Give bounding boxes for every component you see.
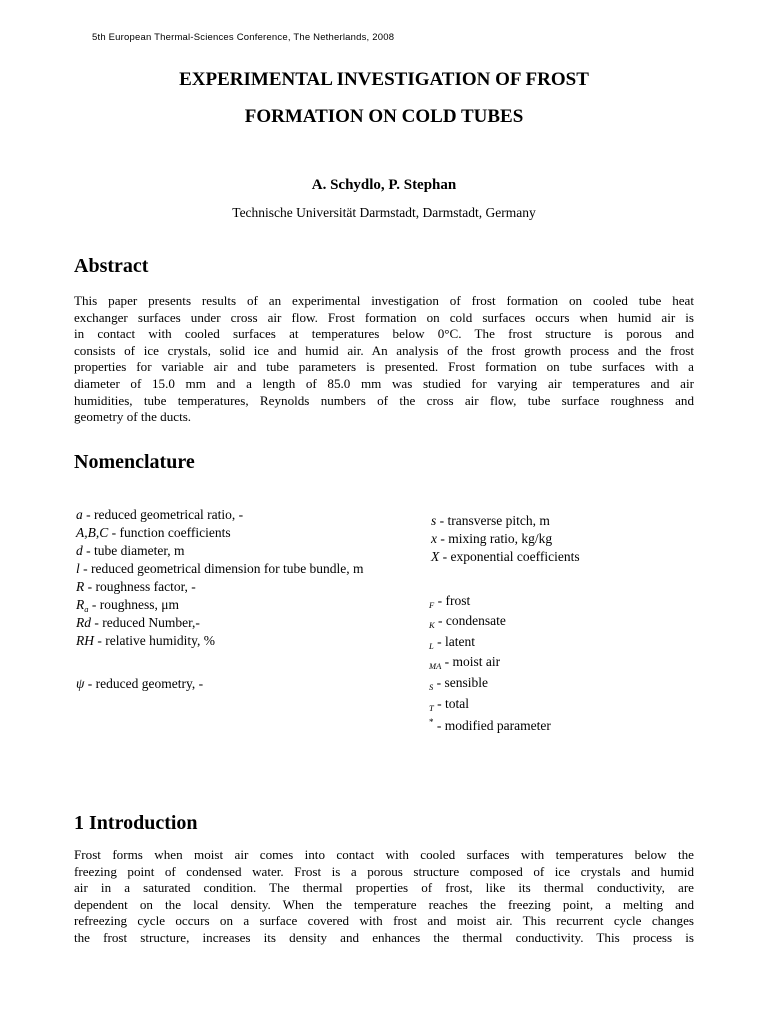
title-line-1: EXPERIMENTAL INVESTIGATION OF FROST — [179, 69, 589, 90]
abstract-heading: Abstract — [74, 255, 149, 277]
authors: A. Schydlo, P. Stephan — [311, 177, 457, 193]
abstract-body — [74, 293, 694, 426]
abstract-line: This paper presents results of an experimental investigation of frost formation on cooled tube heat — [74, 293, 694, 308]
subscript-symbol: L — [429, 641, 434, 651]
nomenclature-entry — [76, 597, 179, 613]
running-header: 5th European Thermal-Sciences Conference, The Netherlands, 2008 — [92, 32, 395, 43]
nomenclature-entry — [76, 676, 203, 692]
introduction-heading: 1 Introduction — [74, 812, 198, 834]
nomenclature-desc: - reduced Number,- — [91, 615, 200, 630]
nomenclature-entry — [76, 615, 200, 631]
nomenclature-symbol: R — [76, 597, 85, 612]
nomenclature-symbol: RH — [76, 633, 94, 648]
affiliation: Technische Universität Darmstadt, Darmstadt, Germany — [232, 205, 536, 220]
subscript-desc: - sensible — [433, 675, 488, 690]
introduction-line: dependent on the local density. When the temperature reaches the freezing point, a melting and — [74, 896, 694, 912]
nomenclature-desc: - mixing ratio, kg/kg — [437, 531, 553, 546]
nomenclature-desc: - reduced geometry, - — [84, 676, 204, 691]
nomenclature-desc: - exponential coefficients — [439, 549, 580, 564]
nomenclature-desc: - reduced geometrical ratio, - — [82, 507, 244, 522]
nomenclature-entry — [76, 561, 364, 577]
introduction-line: freezing point of condensed water. Frost is a porous structure composed of ice crystals and humid — [74, 863, 694, 879]
nomenclature-symbol: x — [431, 531, 437, 546]
subscript-entry — [429, 634, 475, 650]
nomenclature-symbol: X — [431, 549, 440, 564]
nomenclature-symbol: ψ — [76, 676, 85, 691]
subscript-desc: - modified parameter — [433, 718, 551, 733]
nomenclature-desc: - function coefficients — [108, 525, 231, 540]
nomenclature-desc: - transverse pitch, m — [436, 513, 550, 528]
nomenclature-entry — [76, 579, 196, 595]
subscript-entry — [429, 718, 551, 734]
nomenclature-symbol: Rd — [76, 615, 91, 630]
introduction-line: refreezing cycle occurs on a surface covered with frost and moist air. This recurrent cycle changes — [74, 913, 694, 929]
nomenclature-entry — [431, 513, 550, 529]
subscript-desc: - condensate — [434, 613, 506, 628]
subscript-entry — [429, 613, 506, 629]
nomenclature-symbol: a — [76, 507, 83, 522]
introduction-line: Frost forms when moist air comes into contact with cooled surfaces with temperatures below the — [74, 847, 694, 862]
abstract-line: diameter of 15.0 mm and a length of 85.0 mm was studied for varying air temperatures and air — [74, 375, 694, 391]
subscript-symbol: K — [429, 620, 435, 630]
nomenclature-entry — [431, 531, 552, 547]
nomenclature-symbol: s — [431, 513, 437, 528]
nomenclature-desc: - reduced geometrical dimension for tube bundle, m — [79, 561, 364, 576]
subscript-entry — [429, 675, 488, 691]
introduction-body — [74, 847, 694, 947]
subscript-entry — [429, 654, 500, 670]
subscript-desc: - frost — [434, 593, 471, 608]
introduction-line: the frost structure, increases its density and enhances the thermal conductivity. This process is — [74, 929, 694, 945]
introduction-line: air in a saturated condition. The thermal properties of frost, like its thermal conductivity, are — [74, 880, 694, 896]
subscript-symbol: T — [429, 703, 434, 713]
title-line-2: FORMATION ON COLD TUBES — [244, 106, 524, 127]
subscript-desc: - total — [433, 696, 469, 711]
nomenclature-entry — [76, 507, 243, 523]
subscript-desc: - moist air — [441, 654, 501, 669]
nomenclature-symbol: d — [76, 543, 83, 558]
subscript-symbol: S — [429, 682, 434, 692]
nomenclature-heading: Nomenclature — [74, 451, 195, 473]
nomenclature-subscript: a — [84, 604, 89, 614]
subscript-symbol: MA — [429, 661, 442, 671]
abstract-line: in contact with cooled surfaces at temperatures below 0°C. The frost structure is porous and — [74, 326, 694, 342]
nomenclature-desc: - tube diameter, m — [82, 543, 185, 558]
nomenclature-symbol: R — [76, 579, 85, 594]
abstract-line: geometry of the ducts. — [74, 409, 192, 425]
abstract-line: exchanger surfaces under cross air flow. Frost formation on cold surfaces occurs when humid air is — [74, 309, 694, 325]
nomenclature-desc: - relative humidity, % — [94, 633, 215, 648]
subscript-entry — [429, 696, 469, 712]
nomenclature-entry — [431, 549, 580, 565]
abstract-line: humidities, tube temperatures, Reynolds numbers of the cross air flow, tube surface roughness and — [74, 392, 694, 408]
nomenclature-desc: - roughness, μm — [88, 597, 179, 612]
nomenclature-symbol: l — [76, 561, 80, 576]
nomenclature-desc: - roughness factor, - — [84, 579, 196, 594]
subscript-desc: - latent — [433, 634, 475, 649]
nomenclature-symbol: A,B,C — [76, 525, 109, 540]
nomenclature-entry — [76, 525, 231, 541]
subscript-entry — [429, 593, 470, 609]
abstract-line: properties for variable air and tube parameters is presented. Frost formation on tube surfaces with a — [74, 359, 694, 375]
nomenclature-entry — [76, 633, 215, 649]
subscript-symbol: * — [429, 717, 434, 727]
nomenclature-entry — [76, 543, 185, 559]
abstract-line: consists of ice crystals, solid ice and humid air. An analysis of the frost growth process and the frost — [74, 342, 694, 358]
subscript-symbol: F — [429, 600, 435, 610]
